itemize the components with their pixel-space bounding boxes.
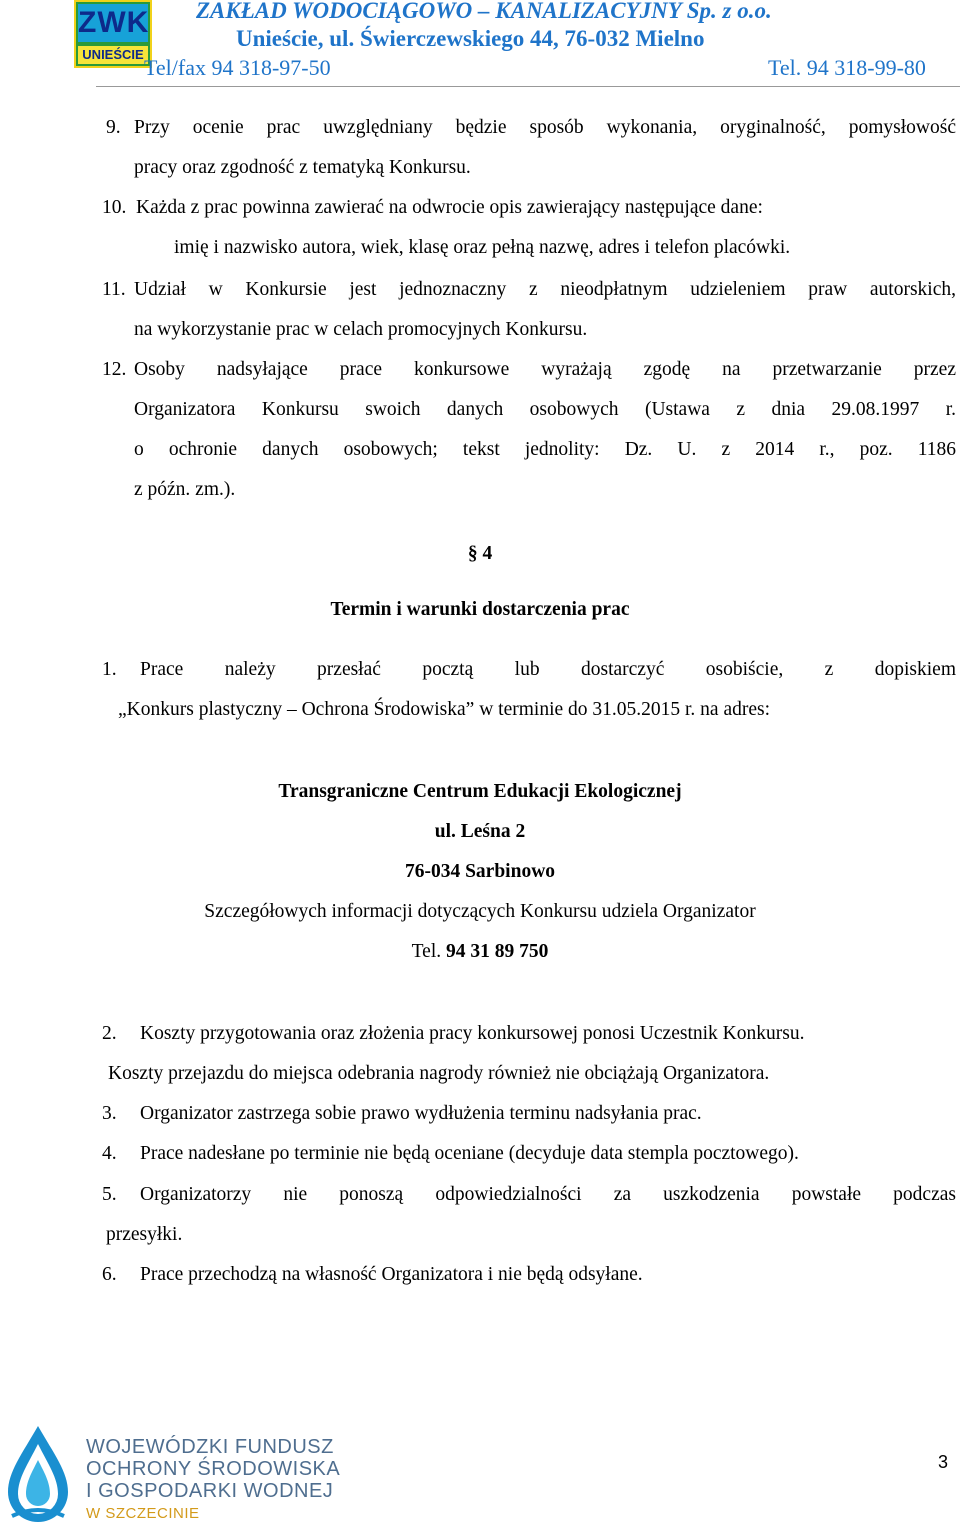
item-11-line-1: Udział w Konkursie jest jednoznaczny z nieodpłatnym udzieleniem praw autorskich, xyxy=(134,279,956,300)
item-number: 10. xyxy=(102,197,127,218)
item-number: 12. xyxy=(102,359,127,380)
item-10-line-2: imię i nazwisko autora, wiek, klasę oraz pełną nazwę, adres i telefon placówki. xyxy=(174,237,791,258)
item-number: 6. xyxy=(102,1264,117,1285)
address-org: Transgraniczne Centrum Edukacji Ekologicznej xyxy=(278,781,682,802)
company-address: Unieście, ul. Świerczewskiego 44, 76-032 Mielno xyxy=(236,26,705,51)
item-2-line-1: Koszty przygotowania oraz złożenia pracy konkursowej ponosi Uczestnik Konkursu. xyxy=(140,1023,805,1044)
zwk-logo xyxy=(74,0,152,68)
item-number: 11. xyxy=(102,279,126,300)
item-12-line-3: o ochronie danych osobowych; tekst jednolity: Dz. U. z 2014 r., poz. 1186 xyxy=(134,439,956,460)
item-11-line-2: na wykorzystanie prac w celach promocyjnych Konkursu. xyxy=(134,319,588,340)
item-number: 5. xyxy=(102,1184,117,1205)
address-city: 76-034 Sarbinowo xyxy=(404,861,556,882)
item-5-line-1: Organizatorzy nie ponoszą odpowiedzialności za uszkodzenia powstałe podczas xyxy=(140,1184,956,1205)
item-number: 2. xyxy=(102,1023,117,1044)
phone-label: Tel. xyxy=(411,941,442,962)
fund-line-3: I GOSPODARKI WODNEJ xyxy=(86,1480,334,1502)
item-9-line-1: Przy ocenie prac uwzględniany będzie sposób wykonania, oryginalność, pomysłowość xyxy=(134,117,956,138)
water-drop-logo xyxy=(2,1420,74,1528)
fund-line-2: OCHRONY ŚRODOWISKA xyxy=(86,1458,341,1480)
item-12-line-2: Organizatora Konkursu swoich danych osobowych (Ustawa z dnia 29.08.1997 r. xyxy=(134,399,956,420)
company-tel: Tel. 94 318-99-80 xyxy=(768,55,926,80)
item-number: 4. xyxy=(102,1143,117,1164)
item-9-line-2: pracy oraz zgodność z tematyką Konkursu. xyxy=(134,157,471,178)
item-2-line-2: Koszty przejazdu do miejsca odebrania nagrody również nie obciążają Organizatora. xyxy=(108,1063,770,1084)
item-number: 1. xyxy=(102,659,117,680)
fund-line-1: WOJEWÓDZKI FUNDUSZ xyxy=(86,1436,334,1458)
section-title: Termin i warunki dostarczenia prac xyxy=(330,599,630,620)
item-12-line-4: z późn. zm.). xyxy=(134,479,236,500)
item-1-line-1: Prace należy przesłać pocztą lub dostarczyć osobiście, z dopiskiem xyxy=(140,659,956,680)
fund-city: W SZCZECINIE xyxy=(86,1505,200,1522)
item-3-line-1: Organizator zastrzega sobie prawo wydłużenia terminu nadsyłania prac. xyxy=(140,1103,702,1124)
phone-number: 94 31 89 750 xyxy=(446,941,549,962)
logo-text: ZWK xyxy=(78,4,148,42)
logo-subtext: UNIEŚCIE xyxy=(78,46,148,64)
page-number: 3 xyxy=(938,1452,949,1472)
item-4-line-1: Prace nadesłane po terminie nie będą oceniane (decyduje data stempla pocztowego). xyxy=(140,1143,799,1164)
item-number: 3. xyxy=(102,1103,117,1124)
item-10-line-1: Każda z prac powinna zawierać na odwrocie opis zawierający następujące dane: xyxy=(136,197,763,218)
item-number: 9. xyxy=(106,117,121,138)
address-street: ul. Leśna 2 xyxy=(434,821,526,842)
info-line: Szczegółowych informacji dotyczących Konkursu udziela Organizator xyxy=(204,901,756,922)
section-symbol: § 4 xyxy=(467,543,493,564)
item-12-line-1: Osoby nadsyłające prace konkursowe wyrażają zgodę na przetwarzanie przez xyxy=(134,359,956,380)
company-name: ZAKŁAD WODOCIĄGOWO – KANALIZACYJNY Sp. z o.o. xyxy=(196,0,772,23)
item-5-line-2: przesyłki. xyxy=(106,1224,183,1245)
header-divider xyxy=(96,86,960,87)
company-telfax: Tel/fax 94 318-97-50 xyxy=(144,55,331,80)
letterhead xyxy=(0,0,960,88)
phone-line xyxy=(0,940,960,964)
item-1-line-2: „Konkurs plastyczny – Ochrona Środowiska” w terminie do 31.05.2015 r. na adres: xyxy=(118,699,771,720)
item-6-line-1: Prace przechodzą na własność Organizatora i nie będą odsyłane. xyxy=(140,1264,643,1285)
